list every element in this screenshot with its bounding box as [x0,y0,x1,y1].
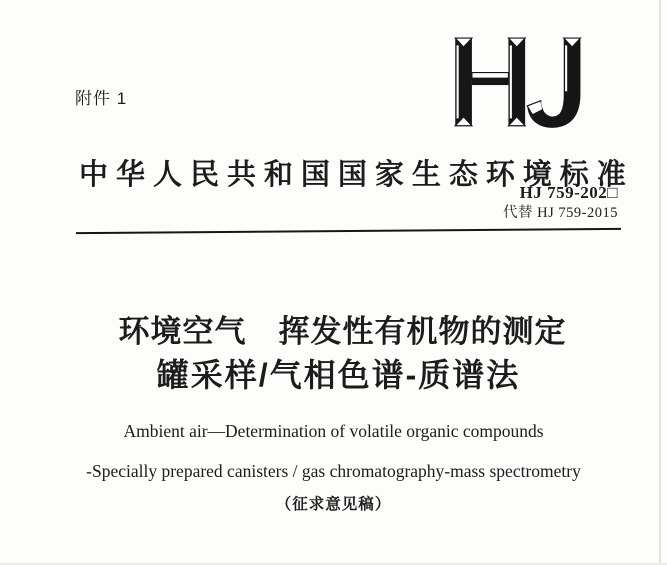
heading-char: 环 [485,159,515,192]
heading-char: 和 [263,159,293,192]
heading-char: 标 [559,159,589,192]
title-chinese-line2: 罐采样/气相色谱-质谱法 [156,357,521,393]
scan-page-edge-right [659,0,661,565]
draft-for-comments-note: （征求意见稿） [275,496,392,513]
standard-number: HJ 759-202□ [519,183,618,202]
hj-logo [453,36,591,132]
heading-char: 华 [115,159,145,192]
attachment-label: 附件 1 [75,89,128,108]
hj-logo-graphic [453,36,591,132]
heading-char: 民 [189,159,219,192]
heading-char: 国 [300,159,330,192]
title-english-line1: Ambient air—Determination of volatile organic compounds [123,421,544,441]
heading-char: 准 [596,159,626,192]
heading-char: 态 [448,159,478,192]
title-english-line2: -Specially prepared canisters / gas chromatography-mass spectrometry [86,461,581,481]
standard-number-block [503,184,618,221]
heading-char: 家 [374,159,404,192]
heading-char: 生 [411,159,441,192]
header-rule [76,228,621,235]
title-chinese-line1: 环境空气 挥发性有机物的测定 [118,314,567,349]
heading-char: 人 [152,159,182,192]
heading-char: 共 [226,159,256,192]
heading-char: 国 [337,159,367,192]
replaces-note: 代替 HJ 759-2015 [503,205,618,221]
heading-char: 中 [79,159,109,192]
heading-char: 境 [522,159,552,192]
